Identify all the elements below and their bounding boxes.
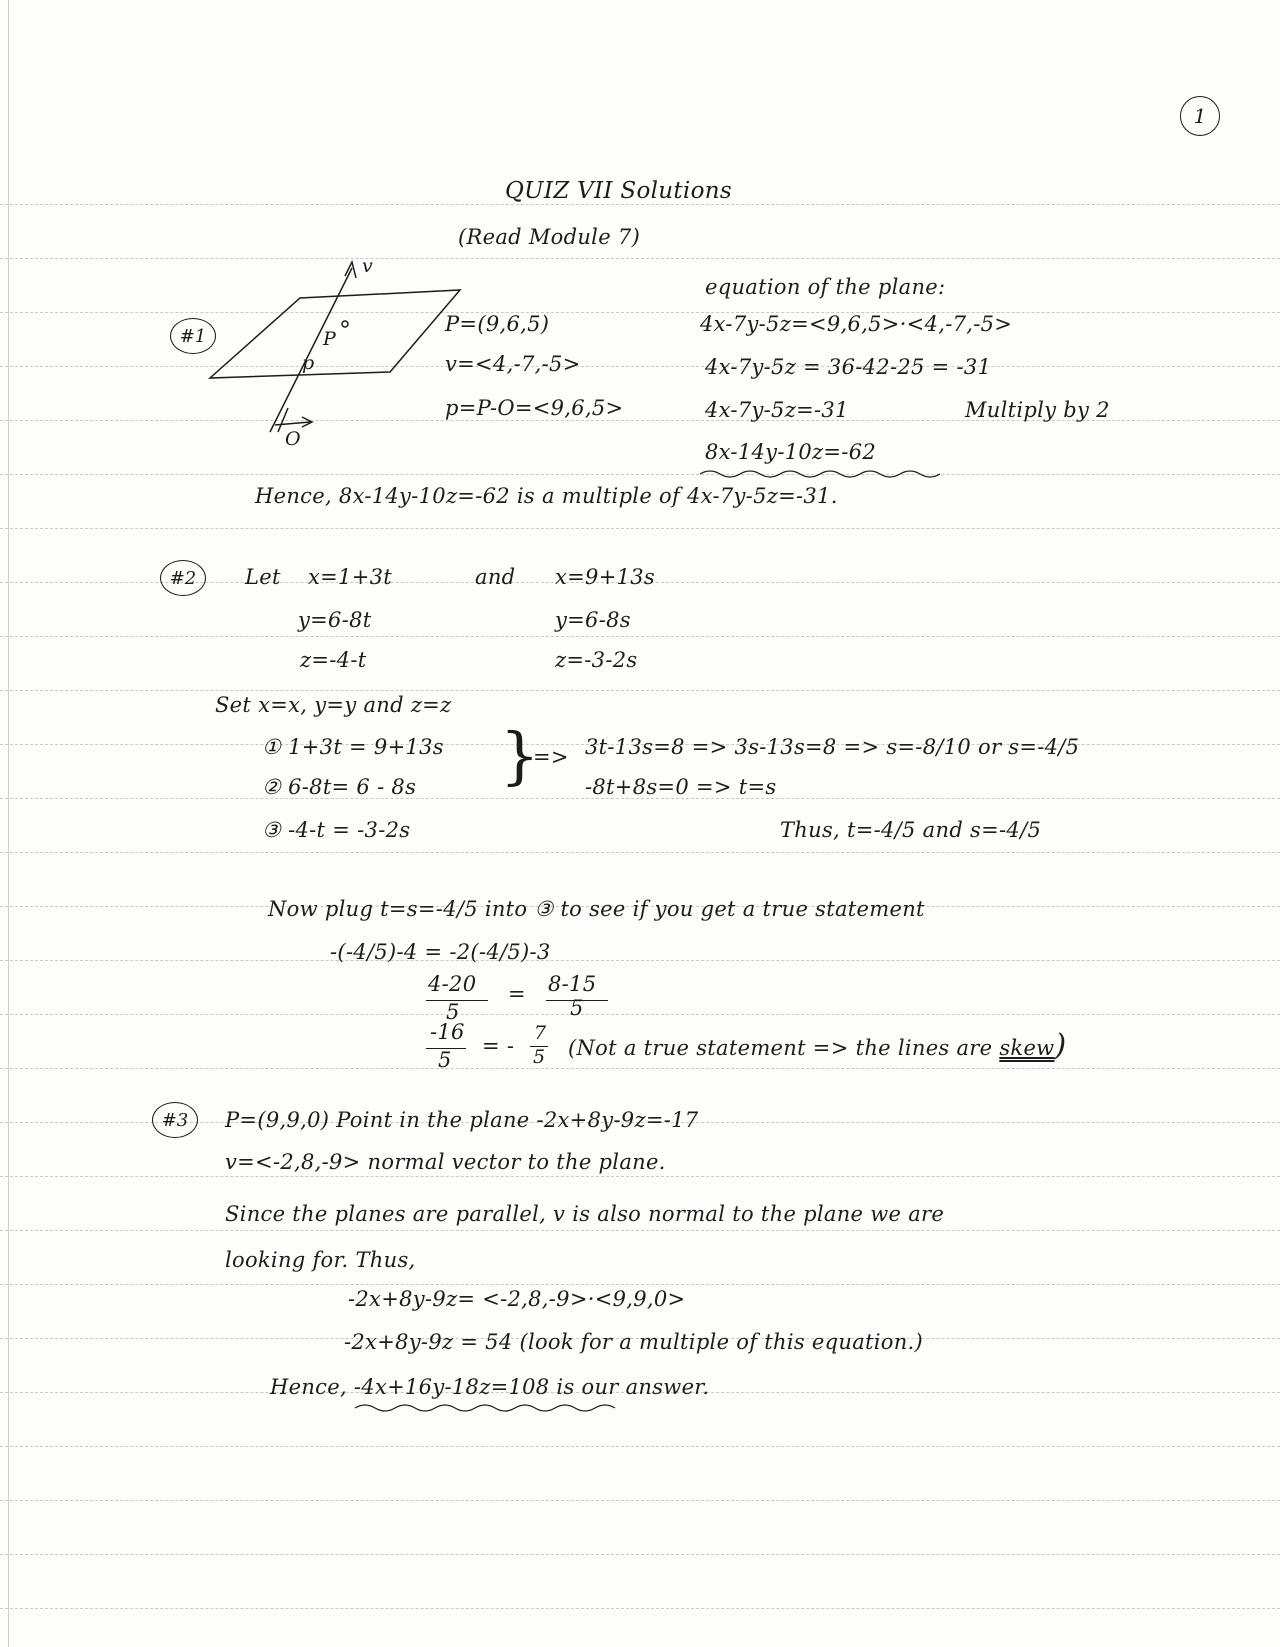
line1-y: y=6-8t [298, 608, 372, 632]
given-position: p=P-O=<9,6,5> [445, 396, 624, 420]
system-eq-3: ③ -4-t = -3-2s [262, 818, 411, 842]
and-word: and [475, 565, 516, 589]
line2-z: z=-3-2s [555, 648, 638, 672]
final-answer-line [270, 1375, 709, 1399]
line1-x: x=1+3t [308, 565, 392, 589]
let-word: Let [245, 565, 281, 589]
problem-3-line: -2x+8y-9z = 54 (look for a multiple of this equation.) [344, 1330, 924, 1354]
fraction-numerator: 7 [534, 1022, 547, 1044]
plug-instruction: Now plug t=s=-4/5 into ③ to see if you get a true statement [268, 897, 925, 921]
conclusion-text: (Not a true statement => the lines are [568, 1036, 1000, 1060]
problem-1-label: #1 [170, 318, 216, 354]
equation-line: 4x-7y-5z = 36-42-25 = -31 [705, 355, 992, 379]
fraction-denominator: 5 [533, 1046, 546, 1068]
brace-glyph: } [500, 719, 540, 792]
problem-3-line: v=<-2,8,-9> normal vector to the plane. [225, 1150, 666, 1174]
answer-squiggle-underline [355, 1402, 630, 1414]
answer-prefix: Hence, [270, 1375, 354, 1399]
given-point: P=(9,6,5) [445, 312, 550, 336]
fraction-denominator: 5 [446, 1000, 460, 1024]
page-title: QUIZ VII Solutions [505, 178, 732, 204]
page-subtitle: (Read Module 7) [458, 225, 641, 249]
axis-arrow [275, 422, 310, 425]
fraction-denominator: 5 [438, 1048, 452, 1072]
problem-2-label: #2 [160, 560, 206, 596]
equation-heading: equation of the plane: [705, 275, 946, 299]
squiggle-underline [700, 468, 940, 480]
implies-arrow: => [533, 745, 569, 769]
solve-step-1: 3t-13s=8 => 3s-13s=8 => s=-8/10 or s=-4/5 [585, 735, 1080, 759]
fraction-denominator: 5 [570, 996, 584, 1020]
set-equal: Set x=x, y=y and z=z [215, 693, 452, 717]
skew-conclusion [568, 1028, 1066, 1063]
final-answer: -4x+16y-18z=108 [353, 1375, 550, 1399]
line2-y: y=6-8s [555, 608, 631, 632]
problem-3-line: looking for. Thus, [225, 1248, 416, 1272]
fraction-numerator: 8-15 [548, 972, 597, 996]
thus-result: Thus, t=-4/5 and s=-4/5 [780, 818, 1042, 842]
fraction-numerator: 4-20 [428, 972, 477, 996]
problem-3-line: -2x+8y-9z= <-2,8,-9>·<9,9,0> [348, 1287, 686, 1311]
diagram-p-label: P [323, 328, 337, 350]
diagram-p-vector-label: p [302, 352, 315, 374]
problem-3-label: #3 [152, 1102, 198, 1138]
equals-sign: = [508, 982, 526, 1006]
system-eq-1: ① 1+3t = 9+13s [262, 735, 444, 759]
problem-3-line: Since the planes are parallel, v is also normal to the plane we are [225, 1202, 945, 1226]
system-eq-2: ② 6-8t= 6 - 8s [262, 775, 417, 799]
equation-line: 8x-14y-10z=-62 [705, 440, 877, 464]
line2-x: x=9+13s [555, 565, 655, 589]
skew-word: skew [999, 1036, 1055, 1060]
diagram-v-label: v [362, 255, 374, 277]
answer-suffix: is our answer. [549, 1375, 710, 1399]
problem-3-line: P=(9,9,0) Point in the plane -2x+8y-9z=-17 [225, 1108, 699, 1132]
fraction-numerator: -16 [430, 1020, 465, 1044]
equals-neg: = - [482, 1034, 515, 1058]
problem-1-conclusion: Hence, 8x-14y-10z=-62 is a multiple of 4x-7y-5z=-31. [255, 484, 838, 508]
given-normal: v=<4,-7,-5> [445, 352, 581, 376]
normal-line [270, 268, 352, 432]
page-number: 1 [1180, 96, 1220, 136]
equation-line: 4x-7y-5z=-31 [705, 398, 849, 422]
line1-z: z=-4-t [300, 648, 367, 672]
closing-paren: ) [1054, 1028, 1067, 1063]
solve-step-2: -8t+8s=0 => t=s [585, 775, 777, 799]
diagram-origin-label: O [285, 428, 301, 450]
multiply-note: Multiply by 2 [965, 398, 1110, 422]
check-equation: -(-4/5)-4 = -2(-4/5)-3 [330, 940, 551, 964]
equation-line: 4x-7y-5z=<9,6,5>·<4,-7,-5> [700, 312, 1013, 336]
